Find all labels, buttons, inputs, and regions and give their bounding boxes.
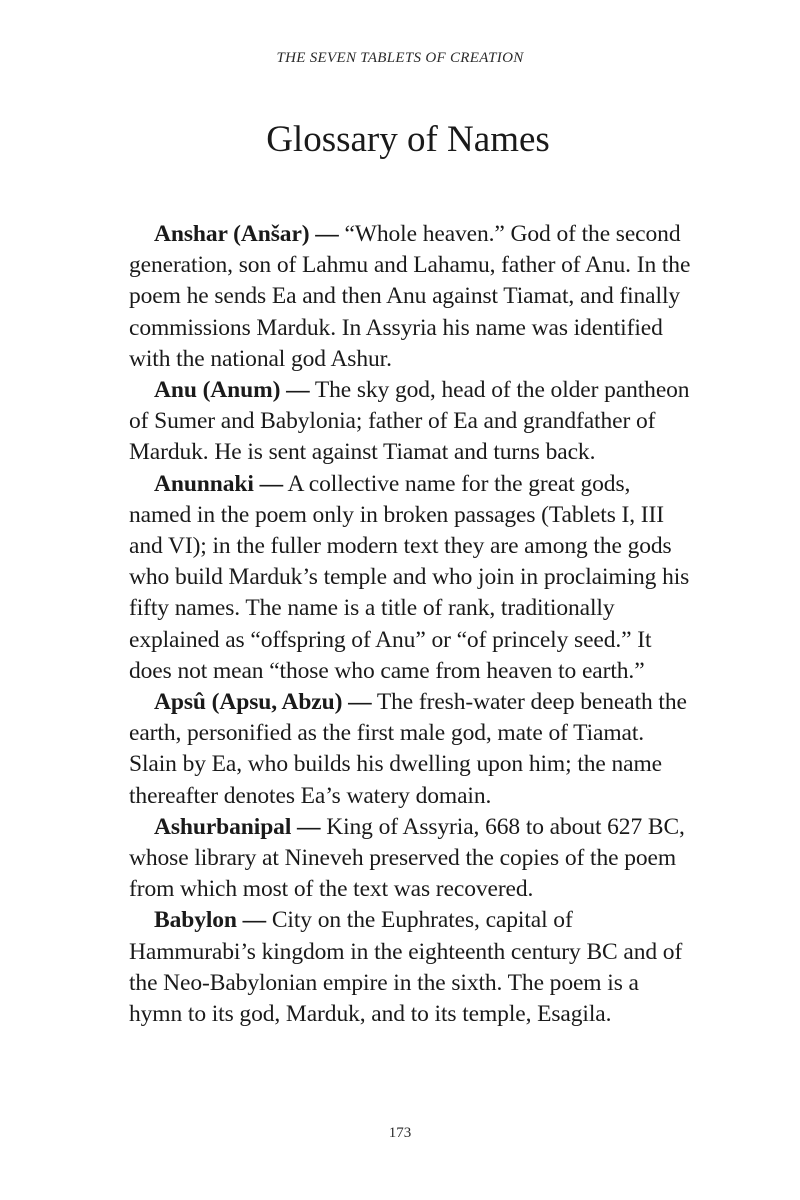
glossary-definition: The sky god, head of the older pantheon of Sumer and Babylonia; father of Ea and grandfather of Marduk. He is sent against Tiamat and turns back. [129,377,690,466]
chapter-title: Glossary of Names [266,119,550,160]
glossary-term: Babylon — [154,907,267,934]
glossary-entry [129,687,693,812]
running-head: THE SEVEN TABLETS OF CREATION [276,50,524,66]
glossary-term: Apsû (Apsu, Abzu) — [154,689,372,716]
glossary-definition: “Whole heaven.” God of the second generation, son of Lahmu and Lahamu, father of Anu. In the poem he sends Ea and then Anu against Tiamat, and finally commissions Marduk. In Assyria his name was identified with the national god Ashur. [129,221,691,372]
glossary-definition: The fresh-water deep beneath the earth, personified as the first male god, mate of Tiamat. Slain by Ea, who builds his dwelling upon him; the name thereafter denotes Ea’s watery domain. [129,689,687,809]
glossary-entry [129,219,693,375]
glossary-definition: City on the Euphrates, capital of Hammurabi’s kingdom in the eighteenth century BC and of the Neo-Babylonian empire in the sixth. The poem is a hymn to its god, Marduk, and to its temple, Esagila. [129,907,683,1028]
glossary-list [129,219,693,1030]
glossary-entry [129,469,693,687]
page-number: 173 [388,1125,412,1141]
glossary-entry [129,812,693,906]
glossary-entry [129,375,693,469]
glossary-entry [129,905,693,1030]
glossary-term: Anunnaki — [154,470,283,497]
glossary-definition: King of Assyria, 668 to about 627 BC, whose library at Nineveh preserved the copies of the poem from which most of the text was recovered. [129,813,685,903]
glossary-term: Ashurbanipal — [154,813,321,840]
glossary-term: Anshar (Anšar) — [154,221,339,247]
glossary-definition: A collective name for the great gods, named in the poem only in broken passages (Tablets I, III and VI); in the fuller modern text they are among the gods who build Marduk’s temple and who join in proclaiming his fifty names. The name is a title of rank, traditionally explained as “offspring of Anu” or “of princely seed.” It does not mean “those who came from heaven to earth.” [129,470,690,684]
glossary-term: Anu (Anum) — [154,377,310,404]
